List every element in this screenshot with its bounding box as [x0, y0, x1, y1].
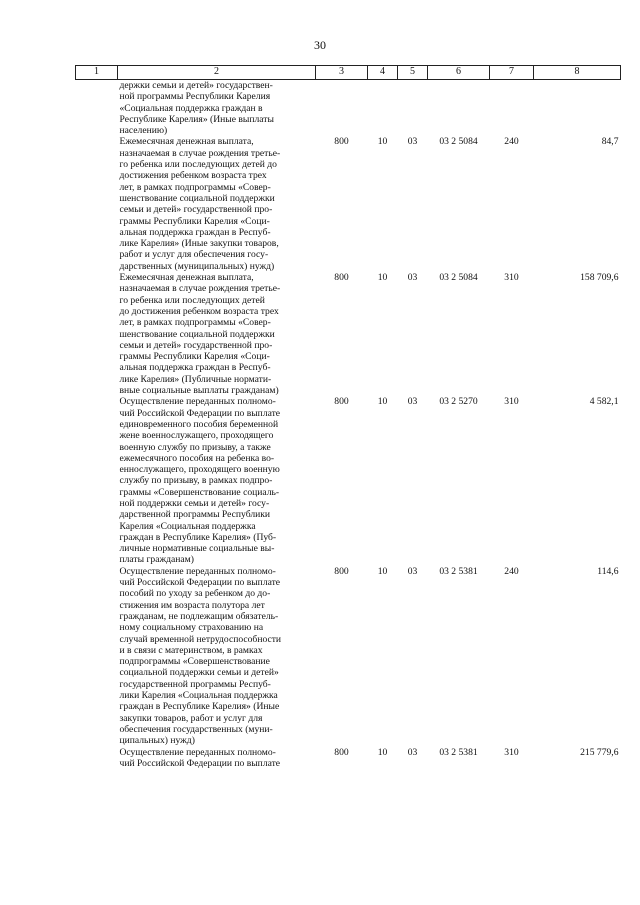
target-article-cell: 03 2 5270 [439, 396, 478, 408]
subsection-code-cell: 03 [407, 746, 418, 758]
item-name-line: закупки товаров, работ и услуг для [119, 712, 263, 724]
item-name-line: еннослужащего, проходящего военную [119, 464, 280, 476]
amount-cell [534, 80, 621, 137]
item-name-line: Ежемесячная денежная выплата, [119, 136, 254, 148]
item-name-line: держки семьи и детей» государствен- [119, 80, 273, 91]
expense-type-cell: 240 [504, 565, 519, 577]
item-name-line: достижения ребенком возраста трех [119, 170, 267, 182]
item-name-line: Осуществление переданных полномо- [119, 565, 276, 577]
row-number-cell [76, 566, 118, 747]
ministry-code-cell: 800 [334, 746, 349, 758]
section-code-cell: 10 [377, 746, 388, 758]
table-row [76, 747, 621, 770]
target-article-cell: 03 2 5084 [439, 272, 478, 284]
row-number-cell [76, 272, 118, 396]
header-cell: 7 [490, 66, 534, 80]
item-name-line: альная поддержка граждан в Респуб- [119, 362, 271, 374]
header-cell: 8 [534, 66, 621, 80]
item-name-line: Осуществление переданных полномо- [119, 746, 276, 758]
ministry-code-cell: 800 [334, 396, 349, 408]
item-name-line: ному социальному страхованию на [119, 622, 264, 634]
expense-type-cell: 310 [504, 272, 519, 284]
header-cell: 3 [316, 66, 368, 80]
item-name-line: альная поддержка граждан в Респуб- [119, 226, 271, 238]
table-row [76, 566, 621, 747]
item-name-line: ной поддержки семьи и детей» госу- [119, 497, 270, 509]
ministry-code-cell: 800 [334, 565, 349, 577]
table-header-row [76, 66, 621, 80]
section-code-cell: 10 [377, 272, 388, 284]
item-name-line: шенствование социальной поддержки [119, 328, 275, 340]
item-name-line: дарственных (муниципальных) нужд) [119, 260, 275, 272]
page-number: 30 [314, 38, 326, 52]
item-name-cell [118, 272, 316, 396]
item-name-line: семьи и детей» государственной про- [119, 339, 273, 351]
subsection-code-cell: 03 [407, 565, 418, 577]
item-name-line: ципальных) нужд) [119, 735, 195, 747]
item-name-line: личные нормативные социальные вы- [119, 543, 275, 555]
section-code-cell: 10 [377, 136, 388, 148]
table-row [76, 136, 621, 272]
item-name-line: шенствование социальной поддержки [119, 192, 275, 204]
section-code-cell: 10 [377, 396, 388, 408]
item-name-cell [118, 396, 316, 565]
header-cell: 4 [368, 66, 398, 80]
table-row [76, 272, 621, 396]
amount-cell: 4 582,1 [589, 396, 619, 408]
amount-cell: 84,7 [601, 136, 619, 148]
item-name-line: дарственной программы Республики [119, 509, 271, 521]
row-number-cell [76, 136, 118, 272]
item-name-line: граждан в Республике Карелия» (Пуб- [119, 531, 277, 543]
item-name-line: чий Российской Федерации по выплате [119, 407, 281, 419]
item-name-line: жене военнослужащего, проходящего [119, 430, 274, 442]
item-name-line: единовременного пособия беременной [119, 418, 279, 430]
item-name-line: гражданам, не подлежащим обязатель- [119, 610, 279, 622]
item-name-line: лике Карелия» (Иные закупки товаров, [119, 238, 279, 250]
item-name-cell [118, 80, 316, 137]
item-name-line: лики Карелия «Социальная поддержка [119, 690, 278, 702]
section-code-cell [368, 80, 398, 137]
target-article-cell: 03 2 5381 [439, 565, 478, 577]
expense-type-cell: 240 [504, 136, 519, 148]
item-name-line: и в связи с материнством, в рамках [119, 644, 263, 656]
item-name-line: военную службу по призыву, а также [119, 441, 271, 453]
item-name-line: Осуществление переданных полномо- [119, 396, 276, 408]
row-number-cell [76, 80, 118, 137]
item-name-line: го ребенка или последующих детей [119, 294, 265, 306]
header-cell: 6 [428, 66, 490, 80]
item-name-line: «Социальная поддержка граждан в [119, 102, 263, 114]
expense-type-cell [490, 80, 534, 137]
item-name-line: назначаемая в случае рождения третье- [119, 283, 281, 295]
header-cell: 1 [76, 66, 118, 80]
subsection-code-cell: 03 [407, 396, 418, 408]
ministry-code-cell: 800 [334, 272, 349, 284]
item-name-cell [118, 747, 316, 770]
item-name-line: вные социальные выплаты гражданам) [119, 385, 279, 397]
target-article-cell [428, 80, 490, 137]
section-code-cell: 10 [377, 565, 388, 577]
item-name-line: ной программы Республики Карелия [119, 91, 271, 103]
subsection-code-cell [398, 80, 428, 137]
item-name-line: населению) [119, 125, 168, 137]
item-name-line: лет, в рамках подпрограммы «Совер- [119, 181, 271, 193]
table-row [76, 396, 621, 565]
item-name-line: чий Российской Федерации по выплате [119, 577, 281, 589]
table-row [76, 80, 621, 137]
item-name-line: назначаемая в случае рождения третье- [119, 147, 281, 159]
item-name-line: социальной поддержки семьи и детей» [119, 667, 279, 679]
amount-cell: 114,6 [597, 565, 619, 577]
target-article-cell: 03 2 5381 [439, 746, 478, 758]
row-number-cell [76, 747, 118, 770]
item-name-line: случай временной нетрудоспособности [119, 633, 282, 645]
amount-cell: 158 709,6 [580, 272, 619, 284]
item-name-line: Карелия «Социальная поддержка [119, 520, 256, 532]
expense-type-cell: 310 [504, 746, 519, 758]
item-name-cell [118, 566, 316, 747]
item-name-line: платы гражданам) [119, 554, 194, 566]
item-name-line: граммы Республики Карелия «Соци- [119, 215, 270, 227]
item-name-line: ежемесячного пособия на ребенка во- [119, 452, 275, 464]
item-name-line: лет, в рамках подпрограммы «Совер- [119, 317, 271, 329]
header-cell: 2 [118, 66, 316, 80]
ministry-code-cell: 800 [334, 136, 349, 148]
item-name-cell [118, 136, 316, 272]
budget-table [75, 65, 621, 769]
header-cell: 5 [398, 66, 428, 80]
ministry-code-cell [316, 80, 368, 137]
item-name-line: граждан в Республике Карелия» (Иные [119, 701, 280, 713]
item-name-line: семьи и детей» государственной про- [119, 204, 273, 216]
target-article-cell: 03 2 5084 [439, 136, 478, 148]
item-name-line: го ребенка или последующих детей до [119, 159, 277, 171]
item-name-line: государственной программы Респуб- [119, 678, 271, 690]
subsection-code-cell: 03 [407, 136, 418, 148]
amount-cell: 215 779,6 [580, 746, 619, 758]
item-name-line: работ и услуг для обеспечения госу- [119, 249, 269, 261]
subsection-code-cell: 03 [407, 272, 418, 284]
expense-type-cell: 310 [504, 396, 519, 408]
item-name-line: Республике Карелия» (Иные выплаты [119, 113, 274, 125]
item-name-line: обеспечения государственных (муни- [119, 723, 273, 735]
item-name-line: до достижения ребенком возраста трех [119, 305, 279, 317]
item-name-line: стижения им возраста полутора лет [119, 599, 265, 611]
item-name-line: подпрограммы «Совершенствование [119, 656, 270, 668]
item-name-line: пособий по уходу за ребенком до до- [119, 588, 271, 600]
item-name-line: службу по призыву, в рамках подпро- [119, 475, 273, 487]
item-name-line: Ежемесячная денежная выплата, [119, 272, 254, 284]
item-name-line: граммы «Совершенствование социаль- [119, 486, 280, 498]
item-name-line: граммы Республики Карелия «Соци- [119, 351, 270, 363]
item-name-line: чий Российской Федерации по выплате [119, 757, 281, 769]
item-name-line: лике Карелия» (Публичные нормати- [119, 373, 272, 385]
row-number-cell [76, 396, 118, 565]
